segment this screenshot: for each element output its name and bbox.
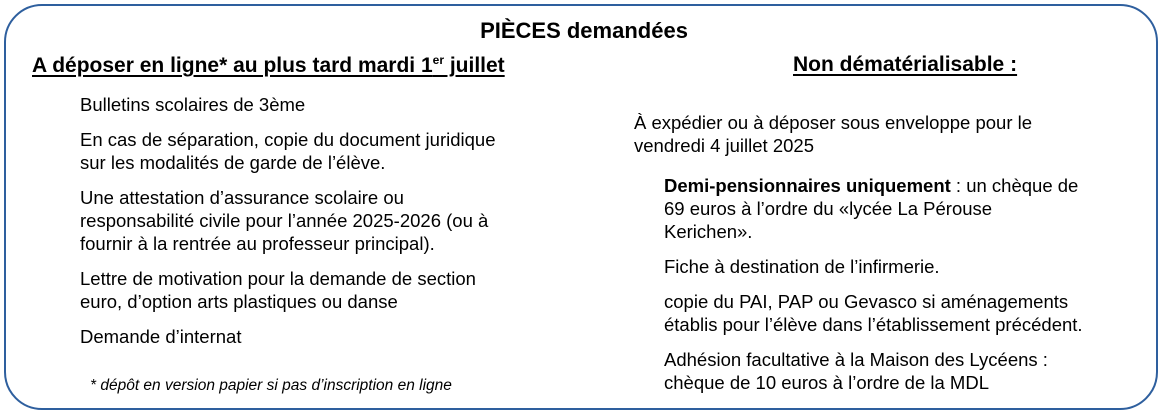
item-line: chèque de 10 euros à l’ordre de la MDL bbox=[664, 372, 989, 393]
list-item-separation bbox=[80, 128, 580, 174]
item-line: En cas de séparation, copie du document juridique bbox=[80, 129, 496, 150]
list-item-insurance bbox=[80, 186, 580, 255]
half-board-label: Demi-pensionnaires uniquement bbox=[664, 175, 951, 196]
item-line: Adhésion facultative à la Maison des Lycéens : bbox=[664, 349, 1048, 370]
item-line: Fiche à destination de l’infirmerie. bbox=[664, 256, 940, 277]
item-line: Bulletins scolaires de 3ème bbox=[80, 94, 306, 115]
list-item-mdl bbox=[664, 348, 1154, 394]
non-digital-heading: Non dématérialisable : bbox=[793, 53, 1018, 76]
online-documents-list bbox=[80, 93, 580, 360]
item-line: euro, d’option arts plastiques ou danse bbox=[80, 291, 398, 312]
intro-line: À expédier ou à déposer sous enveloppe pour le bbox=[634, 112, 1033, 133]
paper-documents-list bbox=[664, 174, 1154, 406]
item-line: établis pour l’élève dans l’établissement précédent. bbox=[664, 314, 1083, 335]
online-deposit-heading-sup: er bbox=[432, 53, 444, 67]
item-line: Une attestation d’assurance scolaire ou bbox=[80, 187, 404, 208]
footnote: * dépôt en version papier si pas d’inscription en ligne bbox=[90, 377, 452, 394]
item-line: sur les modalités de garde de l’élève. bbox=[80, 152, 386, 173]
list-item-infirmary bbox=[664, 255, 1154, 278]
item-line: : un chèque de bbox=[950, 175, 1079, 196]
item-line: copie du PAI, PAP ou Gevasco si aménagements bbox=[664, 291, 1069, 312]
online-deposit-heading-text: A déposer en ligne* au plus tard mardi 1 bbox=[32, 54, 433, 77]
online-deposit-heading-tail: juillet bbox=[444, 54, 505, 77]
list-item-half-board bbox=[664, 174, 1154, 243]
intro-line: vendredi 4 juillet 2025 bbox=[634, 135, 814, 156]
list-item-motivation-letter bbox=[80, 267, 580, 313]
shipping-text bbox=[634, 111, 1134, 157]
item-line: fournir à la rentrée au professeur principal). bbox=[80, 233, 435, 254]
item-line: Kerichen». bbox=[664, 221, 753, 242]
list-item-pai-pap bbox=[664, 290, 1154, 336]
list-item-bulletins bbox=[80, 93, 580, 116]
item-line: responsabilité civile pour l’année 2025-2026 (ou à bbox=[80, 210, 489, 231]
online-deposit-heading bbox=[32, 53, 505, 78]
list-item-boarding bbox=[80, 325, 580, 348]
page-title: PIÈCES demandées bbox=[480, 18, 688, 43]
shipping-instructions bbox=[634, 111, 1134, 157]
item-line: Lettre de motivation pour la demande de section bbox=[80, 268, 476, 289]
item-line: 69 euros à l’ordre du «lycée La Pérouse bbox=[664, 198, 993, 219]
item-line: Demande d’internat bbox=[80, 326, 242, 347]
